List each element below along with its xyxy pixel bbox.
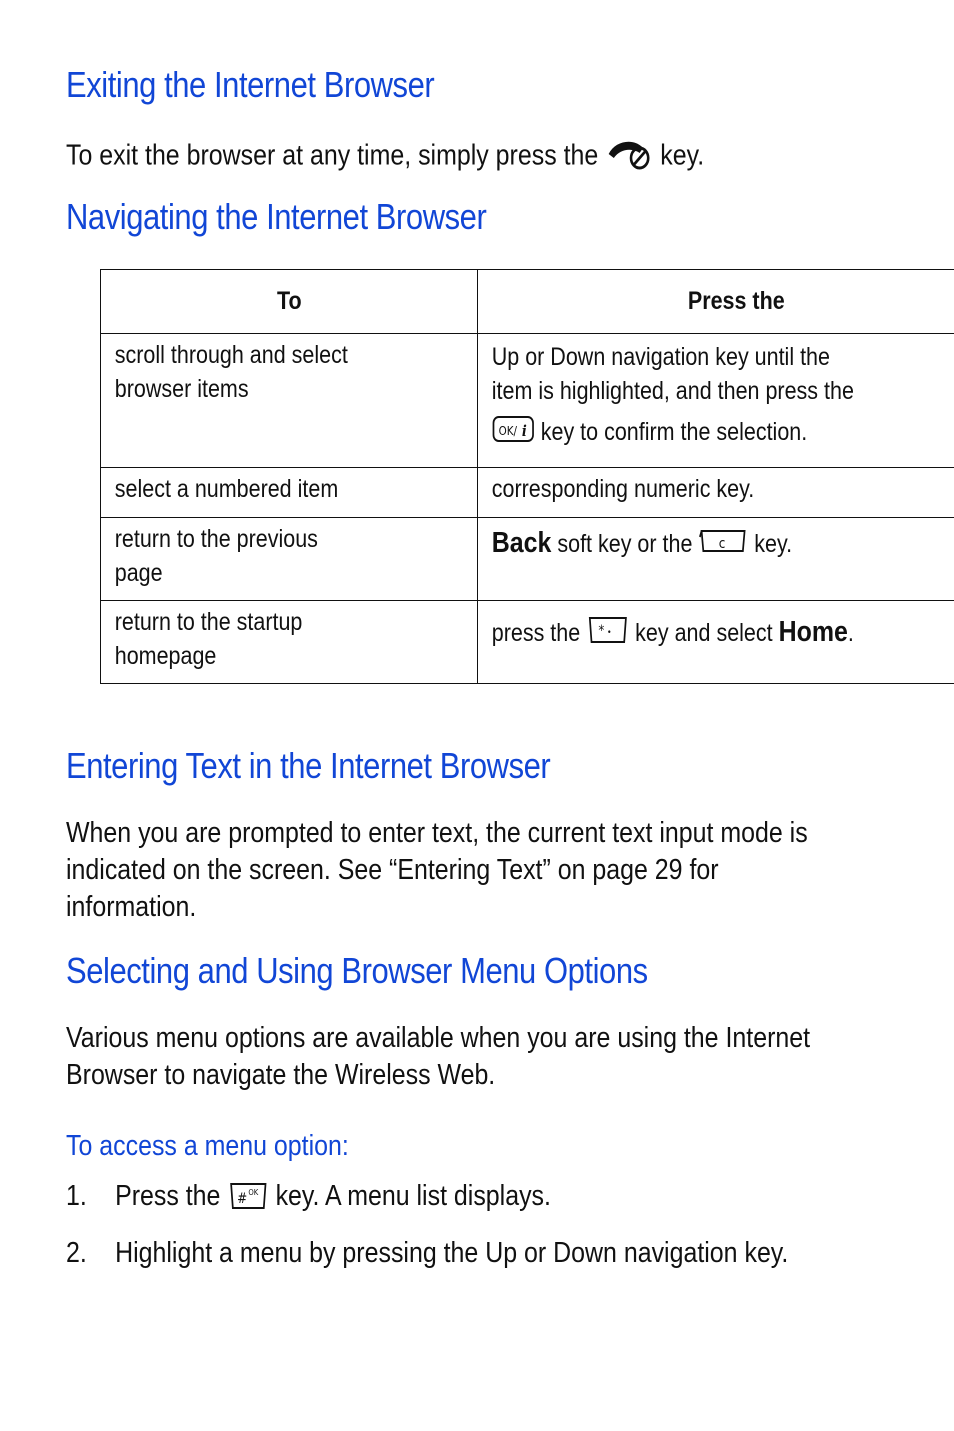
menu-paragraph: Various menu options are available when you are using the Internet Browser to navigate the Wireless Web. [66,1022,811,1091]
exiting-text-after: key. [660,139,705,172]
table-row [101,334,954,468]
table-header-press: Press the [478,270,954,334]
ok-key-icon [492,414,535,453]
heading-entering-text: Entering Text in the Internet Browser [66,745,551,786]
end-call-key-icon [605,134,653,180]
svg-text:i: i [521,423,527,441]
navigation-table [100,269,954,684]
table-header-to: To [101,270,478,334]
table-cell-to: select a numbered item [101,468,478,518]
table-cell-to: return to the startup homepage [101,601,478,684]
exiting-text-before: To exit the browser at any time, simply press the [66,139,599,172]
svg-text:#: # [236,1191,247,1208]
table-row [101,601,954,684]
table-header-row [101,270,954,334]
star-key-icon [586,615,629,656]
table-cell-press: corresponding numeric key. [478,468,954,518]
table-cell-press: Back soft key or the c key. [478,518,954,601]
subheading-access-menu: To access a menu option: [66,1130,349,1162]
heading-navigating: Navigating the Internet Browser [66,196,487,237]
svg-text:OK/: OK/ [498,424,518,439]
svg-text:OK: OK [247,1187,258,1198]
list-item: 2. Highlight a menu by pressing the Up or Down navigation key. [66,1237,789,1269]
entering-paragraph: When you are prompted to enter text, the current text input mode is indicated on the screen. See “Entering Text” on page 29 for information. [66,817,808,923]
exiting-paragraph [66,134,866,180]
table-cell-press: Up or Down navigation key until the item is highlighted, and then press the OK/ i key to confirm the selection. [478,334,954,468]
svg-text:•: • [606,626,612,638]
table-cell-to: return to the previous page [101,518,478,601]
clear-key-icon [698,527,748,564]
svg-text:*: * [598,623,605,640]
table-cell-to: scroll through and select browser items [101,334,478,468]
heading-menu-options: Selecting and Using Browser Menu Options [66,950,648,991]
pound-key-icon [227,1180,268,1222]
heading-exiting: Exiting the Internet Browser [66,64,435,105]
table-row [101,518,954,601]
svg-text:c: c [719,536,726,553]
table-cell-press: press the * • key and select Home. [478,601,954,684]
list-item: 1. Press the # OK key. A menu list displays. [66,1180,551,1222]
table-row [101,468,954,518]
